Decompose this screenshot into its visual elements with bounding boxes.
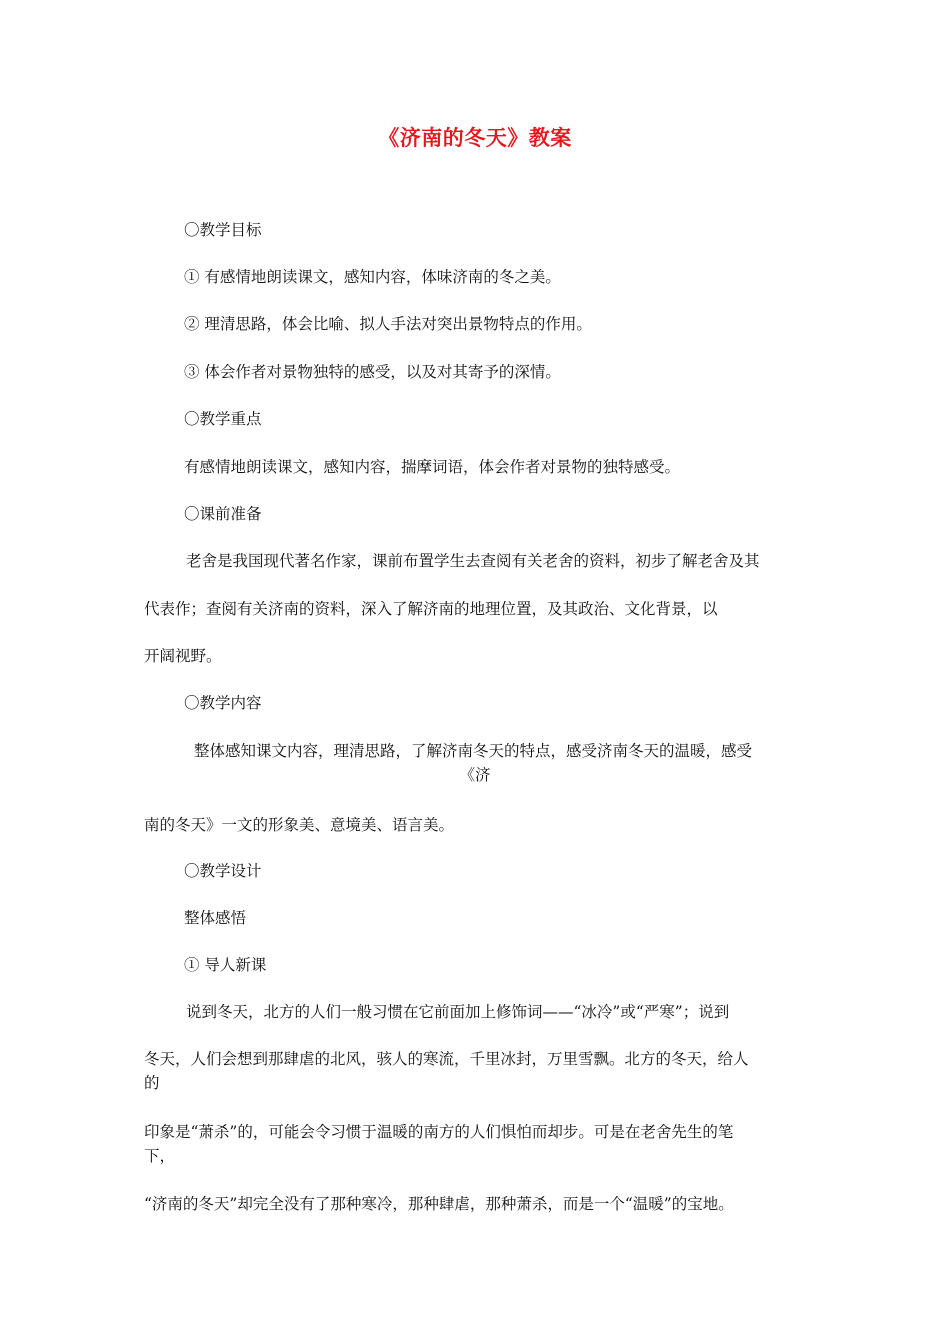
section-heading-content: 〇教学内容 [184, 694, 262, 712]
content-text-line-1-wrap: 《济 [459, 766, 491, 784]
design-subheading-overview: 整体感悟 [184, 909, 247, 927]
section-heading-design: 〇教学设计 [184, 862, 262, 880]
section-heading-objectives: 〇教学目标 [184, 221, 262, 239]
objective-item-1: ① 有感情地朗读课文，感知内容，体味济南的冬之美。 [184, 268, 561, 286]
design-step-1: ① 导人新课 [184, 956, 267, 974]
section-heading-preparation: 〇课前准备 [184, 505, 262, 523]
intro-text-line-2: 冬天，人们会想到那肆虐的北风，骇人的寒流，千里冰封，万里雪飘。北方的冬天，给人 [144, 1050, 749, 1068]
intro-text-line-4: “济南的冬天”却完全没有了那种寒冷，那种肆虐，那种萧杀，而是一个“温暖”的宝地。 [144, 1195, 734, 1213]
objective-item-2: ② 理清思路，体会比喻、拟人手法对突出景物特点的作用。 [184, 315, 592, 333]
content-text-line-2: 南的冬天》一文的形象美、意境美、语言美。 [144, 816, 455, 834]
content-text-line-1: 整体感知课文内容，理清思路，了解济南冬天的特点，感受济南冬天的温暖，感受 [194, 742, 753, 760]
preparation-text-line-1: 老舍是我国现代著名作家，课前布置学生去查阅有关老舍的资料，初步了解老舍及其 [186, 552, 760, 570]
intro-text-line-3-wrap: 下， [144, 1147, 176, 1165]
objective-item-3: ③ 体会作者对景物独特的感受，以及对其寄予的深情。 [184, 363, 561, 381]
intro-text-line-2-wrap: 的 [144, 1074, 160, 1092]
intro-text-line-1: 说到冬天，北方的人们一般习惯在它前面加上修饰词——“冰冷”或“严寒”；说到 [186, 1003, 730, 1021]
section-heading-focus: 〇教学重点 [184, 410, 262, 428]
intro-text-line-3: 印象是“萧杀”的，可能会令习惯于温暖的南方的人们惧怕而却步。可是在老舍先生的笔 [144, 1123, 734, 1141]
preparation-text-line-2: 代表作；查阅有关济南的资料，深入了解济南的地理位置，及其政治、文化背景，以 [144, 600, 718, 618]
focus-text: 有感情地朗读课文，感知内容，揣摩词语，体会作者对景物的独特感受。 [184, 458, 681, 476]
preparation-text-line-3: 开阔视野。 [144, 647, 222, 665]
document-title: 《济南的冬天》教案 [378, 126, 572, 150]
